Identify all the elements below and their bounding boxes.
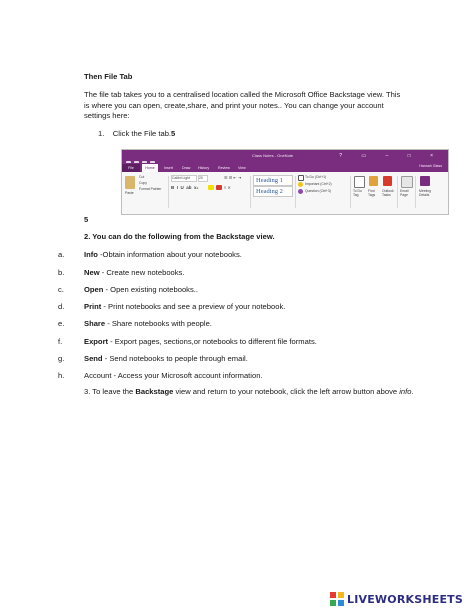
liveworksheets-logo xyxy=(330,592,466,606)
star-icon xyxy=(298,182,303,187)
ribbon-body xyxy=(122,172,448,214)
list-buttons[interactable]: ☰ ☰ ⇤ ⇥ xyxy=(224,175,242,180)
tab-history[interactable]: History xyxy=(198,166,210,170)
list-item-open: c. Open - Open existing notebooks.. xyxy=(58,285,198,294)
highlight-icon[interactable] xyxy=(208,185,214,190)
divider xyxy=(295,176,296,208)
format-painter-label[interactable]: Format Painter xyxy=(139,187,162,191)
tab-draw[interactable]: Draw xyxy=(182,166,191,170)
tab-insert[interactable]: Insert xyxy=(164,166,173,170)
align-buttons[interactable]: ≡ ✕ xyxy=(224,185,231,190)
list-item-new: b. New - Create new notebooks. xyxy=(58,268,185,277)
paste-label: Paste xyxy=(125,191,134,195)
outlook-tasks-label: Outlook Tasks xyxy=(382,189,394,197)
copy-label[interactable]: Copy xyxy=(139,181,147,185)
figure-caption: 5 xyxy=(84,215,89,224)
tab-home[interactable]: Home xyxy=(142,164,158,172)
step-3: 3. To leave the Backstage view and return to your notebook, click the left arrow button above info. xyxy=(84,387,414,396)
find-tags-icon[interactable] xyxy=(369,176,378,186)
list-item-print: d. Print - Print notebooks and see a preview of your notebook. xyxy=(58,302,286,311)
divider xyxy=(350,176,351,208)
email-page-label: Email Page xyxy=(400,189,409,197)
ribbon-tabs xyxy=(122,163,448,172)
window-title: Class Notes - OneNote xyxy=(252,153,294,158)
liveworksheets-logo-icon xyxy=(330,592,344,606)
step-1-number: 1. xyxy=(98,129,105,138)
brand-name: LIVEWORKSHEETS xyxy=(347,593,463,606)
font-color-icon[interactable] xyxy=(216,185,222,190)
paste-icon[interactable] xyxy=(125,176,135,189)
step-2: 2. You can do the following from the Backstage view. xyxy=(84,232,275,241)
divider xyxy=(250,176,251,208)
tag-question[interactable]: Question (Ctrl+3) xyxy=(305,189,331,193)
question-icon xyxy=(298,189,303,194)
checkbox-icon xyxy=(298,175,304,181)
tab-view[interactable]: View xyxy=(238,166,246,170)
style-heading-1[interactable]: Heading 1 xyxy=(253,175,293,186)
meeting-details-icon[interactable] xyxy=(420,176,430,186)
list-item-export: f. Export - Export pages, sections,or notebooks to different file formats. xyxy=(58,337,317,346)
tab-file[interactable]: File xyxy=(122,164,140,172)
step-1 xyxy=(98,129,175,140)
intro-paragraph: The file tab takes you to a centralised location called the Microsoft Office Backstage view. This is where you can open, create,share, and print your notes.. You can change your account settings here: xyxy=(84,90,401,120)
cut-label[interactable]: Cut xyxy=(139,175,145,179)
outlook-tasks-icon[interactable] xyxy=(383,176,392,186)
list-item-account: h. Account - Access your Microsoft account information. xyxy=(58,371,263,380)
tab-review[interactable]: Review xyxy=(218,166,230,170)
window-controls: ? ▭ – □ × xyxy=(339,153,442,159)
font-size-box[interactable]: 20 xyxy=(198,175,208,182)
divider xyxy=(397,176,398,208)
todo-tag-label: To Do Tag xyxy=(353,189,362,197)
title-bar xyxy=(122,150,448,163)
step-1-text: Click the File tab. xyxy=(112,129,172,138)
signin-name: Hannah Glass xyxy=(419,164,442,168)
quick-access-toolbar xyxy=(126,153,164,159)
find-tags-label: Find Tags xyxy=(368,189,376,197)
section-heading: Then File Tab xyxy=(84,72,133,81)
list-item-send: g. Send - Send notebooks to people through email. xyxy=(58,354,248,363)
meeting-details-label: Meeting Details xyxy=(419,189,432,197)
list-item-share: e. Share - Share notebooks with people. xyxy=(58,319,212,328)
email-page-icon[interactable] xyxy=(401,176,413,188)
todo-tag-icon[interactable] xyxy=(354,176,365,188)
onenote-ribbon-screenshot xyxy=(121,149,449,215)
step-1-suffix: 5 xyxy=(171,129,176,138)
tag-important[interactable]: Important (Ctrl+2) xyxy=(305,182,332,186)
tag-todo[interactable]: To Do (Ctrl+1) xyxy=(305,175,327,179)
divider xyxy=(415,176,416,208)
style-heading-2[interactable]: Heading 2 xyxy=(253,186,293,197)
divider xyxy=(168,176,169,208)
font-name-box[interactable]: Calibri Light xyxy=(171,175,197,182)
list-item-info: a. Info -Obtain information about your notebooks. xyxy=(58,250,242,259)
format-buttons[interactable]: B I U ab x₂ xyxy=(171,185,199,190)
